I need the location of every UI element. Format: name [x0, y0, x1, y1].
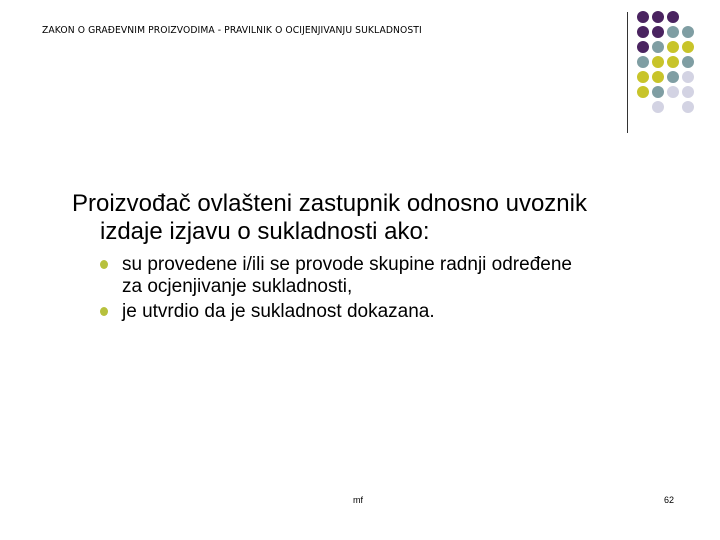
slide-header-title: ZAKON O GRAĐEVNIM PROIZVODIMA - PRAVILNIK O OCIJENJIVANJU SUKLADNOSTI	[42, 25, 422, 36]
lead-line-1: Proizvođač ovlašteni zastupnik odnosno uvoznik	[72, 190, 587, 217]
decorative-dot	[652, 26, 664, 38]
decorative-dot	[652, 56, 664, 68]
decorative-dot	[637, 71, 649, 83]
bullet-text-line: su provedene i/ili se provode skupine radnji određene	[122, 254, 572, 275]
decorative-dot	[637, 56, 649, 68]
decorative-dot	[652, 101, 664, 113]
decorative-dot	[637, 26, 649, 38]
bullet-dot-icon	[100, 307, 108, 316]
decorative-dot	[637, 86, 649, 98]
decorative-dot	[637, 41, 649, 53]
decorative-dot	[682, 71, 694, 83]
decorative-dot	[667, 71, 679, 83]
bullet-text-line: za ocjenjivanje sukladnosti,	[122, 276, 353, 297]
bullet-item	[98, 254, 688, 298]
decorative-dot	[667, 41, 679, 53]
decorative-dot	[682, 86, 694, 98]
bullet-text-line: je utvrdio da je sukladnost dokazana.	[122, 301, 435, 322]
decorative-dot	[682, 56, 694, 68]
decorative-dot	[682, 26, 694, 38]
lead-paragraph	[72, 190, 672, 246]
decorative-dot	[682, 41, 694, 53]
bullet-item	[98, 301, 688, 323]
lead-line-2: izdaje izjavu o sukladnosti ako:	[100, 218, 430, 245]
decorative-dot	[652, 11, 664, 23]
decorative-dot	[667, 56, 679, 68]
decorative-dot	[667, 11, 679, 23]
bullet-dot-icon	[100, 260, 108, 269]
decorative-dot	[667, 86, 679, 98]
decorative-dot	[682, 101, 694, 113]
decorative-dot	[637, 11, 649, 23]
footer-author: mf	[353, 495, 363, 505]
decorative-dot	[652, 41, 664, 53]
decorative-dot-grid	[0, 0, 720, 140]
decorative-dot	[667, 26, 679, 38]
footer-page-number: 62	[664, 495, 675, 505]
decorative-dot	[652, 86, 664, 98]
bullet-list	[98, 254, 688, 326]
decorative-dot	[652, 71, 664, 83]
